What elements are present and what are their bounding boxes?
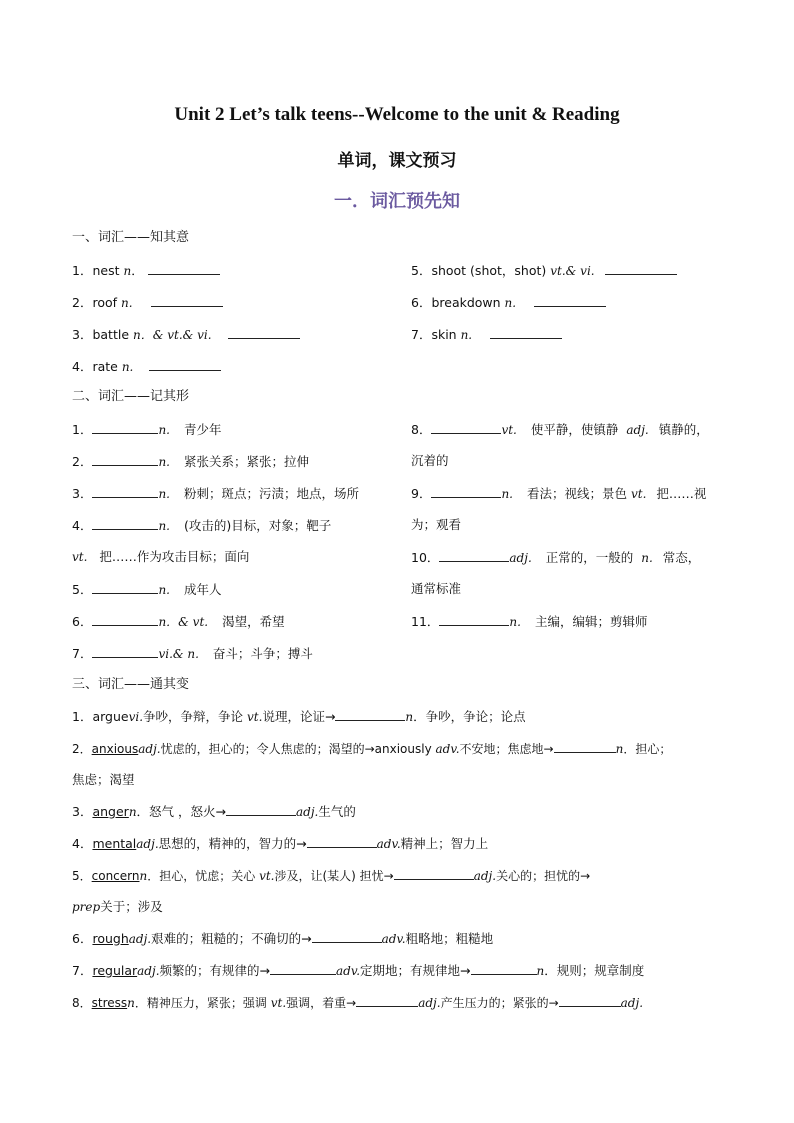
part2-item-9-cont: 为；观看 [411,517,462,532]
answer-blank[interactable] [312,930,382,943]
section-heading: 一．词汇预先知 [334,191,460,212]
answer-blank[interactable] [92,421,158,434]
answer-blank[interactable] [431,421,501,434]
answer-blank[interactable] [148,262,220,275]
answer-blank[interactable] [92,485,158,498]
page-subtitle: 单词，课文预习 [337,151,457,171]
part1-item-7: 7．skin n. [411,326,562,343]
part2-item-8: 8． vt. 使平静，使镇静 adj. 镇静的， [411,422,709,437]
answer-blank[interactable] [534,294,606,307]
part2-item-1: 1． n. 青少年 [72,422,222,437]
part3-item-2-cont: 焦虑；渴望 [72,772,135,787]
part3-heading: 三、词汇——通其变 [72,677,190,692]
answer-blank[interactable] [490,326,562,339]
part1-item-1: 1．nest n． [72,262,220,279]
part2-item-10: 10． adj. 正常的，一般的 n. 常态， [411,550,701,565]
answer-blank[interactable] [431,485,501,498]
answer-blank[interactable] [554,740,616,753]
part1-item-2: 2．roof n. [72,294,223,311]
answer-blank[interactable] [307,835,377,848]
answer-blank[interactable] [471,962,537,975]
part2-item-3: 3． n. 粉刺；斑点；污渍；地点，场所 [72,486,359,501]
part3-item-4: 4．mentaladj.思想的，精神的，智力的→ adv.精神上；智力上 [72,836,489,851]
answer-blank[interactable] [605,262,677,275]
answer-blank[interactable] [92,517,158,530]
answer-blank[interactable] [439,549,509,562]
answer-blank[interactable] [559,994,621,1007]
part1-item-3: 3．battle n．& vt.& vi. [72,326,300,343]
answer-blank[interactable] [270,962,336,975]
page-title: Unit 2 Let’s talk teens--Welcome to the unit & Reading [174,104,620,125]
answer-blank[interactable] [92,645,158,658]
answer-blank[interactable] [335,708,405,721]
part3-item-3: 3．angern．怒气 ，怒火→ adj.生气的 [72,804,356,819]
part2-item-4: 4． n. (攻击的)目标，对象；靶子 [72,518,332,533]
part3-item-6: 6．roughadj.艰难的；粗糙的；不确切的→ adv.粗略地；粗糙地 [72,931,494,946]
answer-blank[interactable] [439,613,509,626]
answer-blank[interactable] [356,994,418,1007]
part1-item-4: 4．rate n. [72,358,221,375]
part3-item-8: 8．stressn．精神压力，紧张；强调 vt.强调，着重→ adj.产生压力的；紧张的→ adj. [72,996,644,1010]
part3-item-5-cont: prep关于；涉及 [72,899,163,914]
part3-item-5: 5．concernn．担心，忧虑；关心 vt.涉及，让(某人) 担忧→ adj.关心的；担忧的→ [72,869,591,883]
part2-item-11: 11． n. 主编，编辑；剪辑师 [411,614,648,629]
part2-item-8-cont: 沉着的 [411,453,449,468]
part3-item-7: 7．regularadj.频繁的；有规律的→ adv.定期地；有规律地→ n．规则；规章制度 [72,963,645,978]
answer-blank[interactable] [226,803,296,816]
answer-blank[interactable] [228,326,300,339]
answer-blank[interactable] [151,294,223,307]
answer-blank[interactable] [394,867,474,880]
part2-heading: 二、词汇——记其形 [72,389,190,404]
part2-item-2: 2． n. 紧张关系；紧张；拉伸 [72,454,309,469]
part2-item-10-cont: 通常标准 [411,581,462,596]
part1-item-6: 6．breakdown n. [411,294,606,311]
answer-blank[interactable] [92,581,158,594]
answer-blank[interactable] [92,613,158,626]
part2-item-9: 9． n. 看法；视线；景色 vt. 把……视 [411,486,707,501]
part3-item-1: 1．arguevi.争吵，争辩，争论 vt.说理，论证→ n．争吵，争论；论点 [72,709,526,724]
part3-item-2: 2．anxiousadj.忧虑的，担心的；令人焦虑的；渴望的→anxiously adv.不安地；焦虑地→ n．担心； [72,742,672,756]
part1-item-5: 5．shoot (shot，shot) vt.& vi. [411,262,677,279]
part2-item-7: 7． vi.& n. 奋斗；斗争；搏斗 [72,646,313,661]
answer-blank[interactable] [92,453,158,466]
answer-blank[interactable] [149,358,221,371]
part2-item-4-cont: vt. 把……作为攻击目标；面向 [72,549,250,564]
part2-item-6: 6． n．& vt. 渴望，希望 [72,614,285,629]
part2-item-5: 5． n. 成年人 [72,582,222,597]
part1-heading: 一、词汇——知其意 [72,230,190,245]
